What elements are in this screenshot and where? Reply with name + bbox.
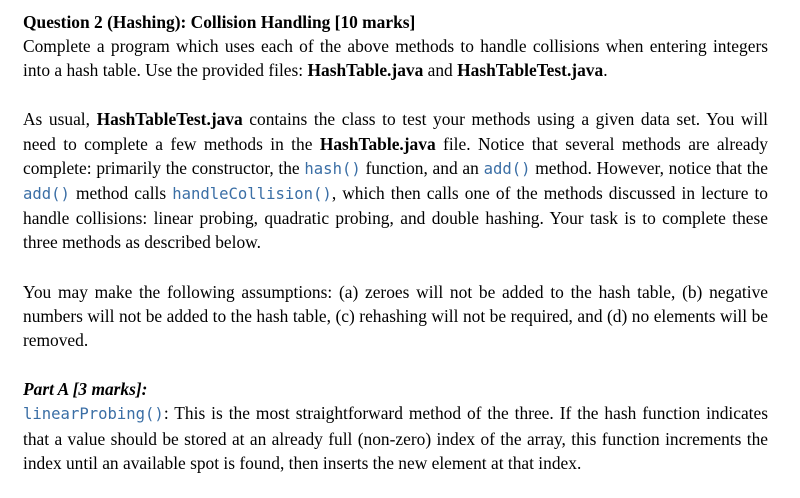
assumptions-paragraph: You may make the following assumptions: (a) zeroes will not be added to the hash table, (b) negative numbers will not be added to the hash table, (c) rehashing will not be required, and (d) no elements will be removed. — [23, 281, 768, 351]
para2-text-5: method. However, notice that the — [530, 157, 768, 178]
para2-text-2: contains the class to test your methods using a given data set. You will need to complete a few methods in the — [23, 109, 768, 154]
file-hashtable: HashTable.java — [307, 60, 424, 81]
part-a-title: Part A [3 marks]: — [23, 379, 148, 400]
para2-file-hashtabletest: HashTableTest.java — [96, 109, 243, 130]
para2-file-hashtable: HashTable.java — [319, 133, 436, 154]
intro-text-1: Complete a program which uses each of the above methods to handle collisions when entering integers into a hash table. Use the provided files: — [23, 36, 768, 81]
para2-text-7: , which then calls one of the methods discussed in lecture to handle collisions: linear probing, quadratic probing, and double hashing. Your task is to complete these three methods as described below. — [23, 183, 769, 253]
code-linear-probing: linearProbing() — [23, 405, 164, 424]
para2-text-6: method calls — [69, 183, 173, 204]
para2-text-3: file. Notice that several methods are already complete: primarily the constructor, the — [23, 133, 768, 178]
code-hash: hash() — [304, 159, 361, 178]
instructions-paragraph — [23, 107, 768, 254]
part-a-text: : This is the most straightforward method of the three. If the hash function indicates that a value should be stored at an already full (non-zero) index of the array, this function increments the index until an available spot is found, then inserts the new element at that index. — [23, 403, 768, 473]
file-hashtabletest: HashTableTest.java — [457, 60, 604, 81]
code-add: add() — [483, 159, 531, 178]
part-a-paragraph — [23, 401, 768, 475]
code-handle-collision: handleCollision() — [172, 185, 332, 204]
intro-text-2: and — [423, 60, 458, 81]
question-heading: Question 2 (Hashing): Collision Handling [10 marks] — [23, 12, 416, 32]
para2-text-1: As usual, — [23, 109, 97, 130]
code-add-2: add() — [23, 185, 70, 204]
para2-text-4: function, and an — [360, 157, 484, 178]
intro-paragraph — [23, 34, 768, 82]
intro-text-3: . — [603, 60, 608, 81]
document-page — [23, 10, 768, 475]
